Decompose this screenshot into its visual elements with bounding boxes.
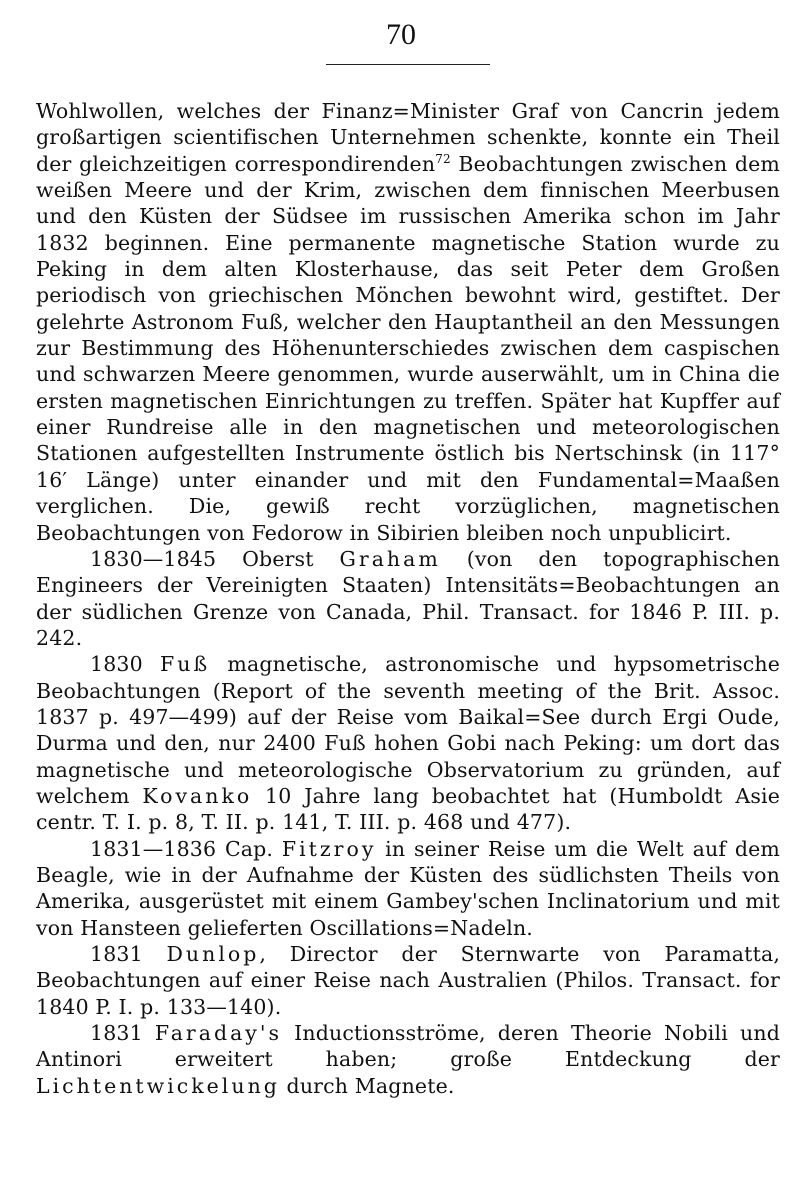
text-run: 1831 [90, 942, 167, 966]
text-run: , Director der Sternwarte von Paramatta, Beobachtungen auf einer Reise nach Australien (Philos. Transact. for 1840 P. I. p. 133—140). [36, 942, 780, 1019]
text-run: Beobachtungen zwischen dem weißen Meere und der Krim, zwischen dem finnischen Meerbusen und den Küsten der Südsee im russischen Amerika schon im Jahr 1832 beginnen. Eine permanente magnetische Station wurde zu Peking in dem alten Klosterhause, das seit Peter dem Großen periodisch von griechischen Mönchen bewohnt wird, gestiftet. Der gelehrte Astronom Fuß, welcher den Hauptantheil an den Messungen zur Bestimmung des Höhenunterschiedes zwischen dem caspischen und schwarzen Meere genommen, wurde auserwählt, um in China die ersten magnetischen Einrichtungen zu treffen. Später hat Kupffer auf einer Rundreise alle in den magnetischen und meteorologischen Stationen aufgestellten Instrumente östlich bis Nertschinsk (in 117° 16′ Länge) unter einander und mit den Fundamental=Maaßen verglichen. Die, gewiß recht vorzüglichen, magnetischen Beobachtungen von Fedorow in Sibirien bleiben noch unpublicirt. [36, 151, 781, 545]
text-run: Inductionsströme, deren Theorie Nobili und Antinori erweitert haben; große Entdeckung der [36, 1021, 780, 1072]
text-run: Wohlwollen, welches der Finanz=Minister Graf von Cancrin jedem großartigen scientifischen Unternehmen schenkte, konnte ein Theil der gleichzeitigen correspondirenden [36, 99, 780, 176]
body-text [36, 98, 780, 1099]
text-run: 1830 [90, 652, 161, 677]
emphasized-name: Lichtentwickelung [36, 1073, 280, 1098]
header-rule [326, 64, 490, 65]
text-run: 1831 [90, 1021, 155, 1046]
emphasized-name: Kovanko [142, 783, 253, 808]
text-run: 1830—1845 Oberst [90, 546, 340, 571]
paragraph [36, 836, 780, 941]
paragraph [36, 651, 780, 835]
text-run: durch Magnete. [279, 1073, 455, 1098]
text-run: 1831—1836 Cap. [90, 836, 282, 861]
text-run: magnetische, astronomische und hypsometrische Beobachtungen (Report of the seventh meeting of the Brit. Assoc. 1837 p. 497—499) auf der Reise vom Baikal=See durch Ergi Oude, Durma und den, nur 2400 Fuß hohen Gobi nach Peking: um dort das magnetische und meteorologische Observatorium zu gründen, auf welchem [36, 652, 781, 808]
paragraph [36, 546, 780, 651]
emphasized-name: Graham [339, 546, 441, 571]
footnote-marker: 72 [435, 151, 451, 166]
text-run: in seiner Reise um die Welt auf dem Beagle, wie in der Aufnahme der Küsten des südlichsten Theils von Amerika, ausgerüstet mit einem Gambey'schen Inclinatorium und mit von Hansteen gelieferten Oscillations=Nadeln. [36, 836, 780, 940]
emphasized-name: Faraday's [154, 1021, 283, 1046]
emphasized-name: Fitzroy [281, 836, 377, 861]
page-number: 70 [386, 18, 416, 51]
paragraph [36, 98, 780, 546]
text-run: 10 Jahre lang beobachtet hat (Humboldt Asie centr. T. I. p. 8, T. II. p. 141, T. III. p. 468 und 477). [36, 783, 780, 835]
emphasized-name: Dunlop [166, 942, 260, 966]
emphasized-name: Fuß [160, 652, 211, 677]
text-run: (von den topographischen Engineers der Vereinigten Staaten) Intensitäts=Beobachtungen an der südlichen Grenze von Canada, Phil. Transact. for 1846 P. III. p. 242. [36, 546, 781, 650]
paragraph [36, 941, 780, 1020]
paragraph [36, 1020, 780, 1099]
